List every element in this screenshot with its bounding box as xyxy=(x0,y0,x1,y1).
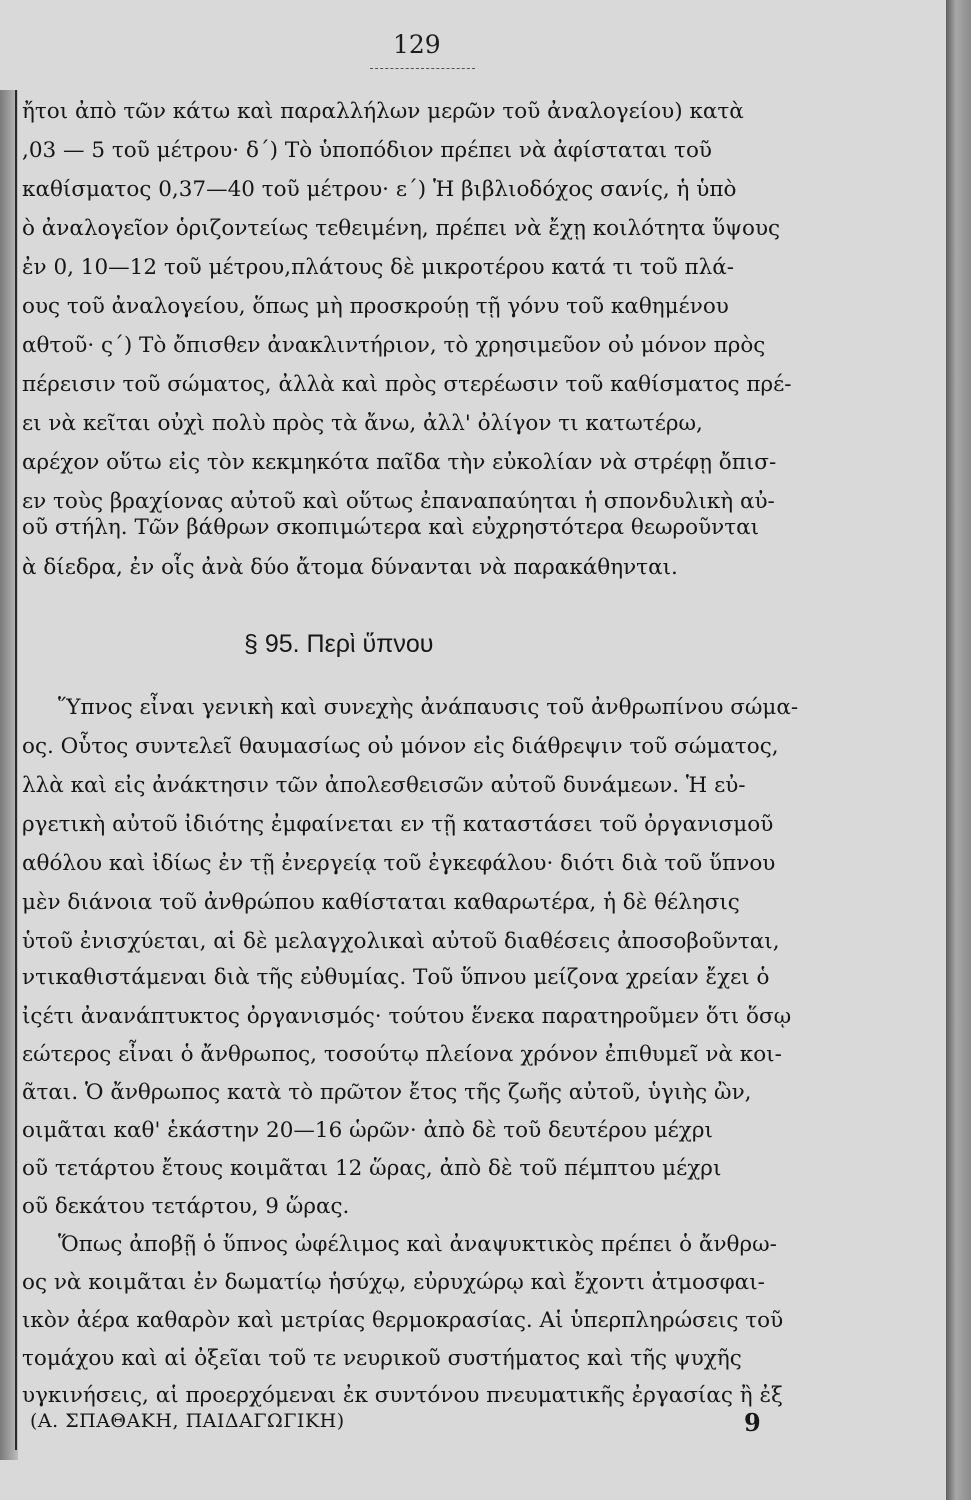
page-number-rule xyxy=(370,68,475,69)
text-line: πέρεισιν τοῦ σώματος, ἀλλὰ καὶ πρὸς στερέωσιν τοῦ καθίσματος πρέ- xyxy=(22,372,792,397)
text-line: οῦ στήλη. Τῶν βάθρων σκοπιμώτερα καὶ εὐχρηστότερα θεωροῦνται xyxy=(22,515,760,540)
text-line: οῦ δεκάτου τετάρτου, 9 ὥρας. xyxy=(22,1194,350,1219)
text-line: ργετικὴ αὐτοῦ ἰδιότης ἐμφαίνεται εν τῇ καταστάσει τοῦ ὀργανισμοῦ xyxy=(22,812,774,837)
footer-signature: (Α. ΣΠΑΘΑΚΗ, ΠΑΙΔΑΓΩΓΙΚΗ) xyxy=(30,1410,345,1432)
text-line: ος νὰ κοιμᾶται ἐν δωματίῳ ἡσύχῳ, εὐρυχώρῳ καὶ ἔχοντι ἀτμοσφαι- xyxy=(22,1270,765,1295)
text-line: ὑτοῦ ἐνισχύεται, αἱ δὲ μελαγχολικαὶ αὐτοῦ διαθέσεις ἀποσοβοῦνται, xyxy=(22,929,780,954)
text-line: αρέχον οὕτω εἰς τὸν κεκμηκότα παῖδα τὴν εὐκολίαν νὰ στρέφῃ ὄπισ- xyxy=(22,450,777,475)
text-line: Ὅπως ἀποβῇ ὁ ὕπνος ὠφέλιμος καὶ ἀναψυκτικὸς πρέπει ὁ ἄνθρω- xyxy=(58,1232,777,1257)
text-line: ᾶται. Ὁ ἄνθρωπος κατὰ τὸ πρῶτον ἔτος τῆς ζωῆς αὐτοῦ, ὑγιὴς ὢν, xyxy=(22,1080,752,1105)
page-number: 129 xyxy=(393,30,441,59)
text-line: καθίσματος 0,37—40 τοῦ μέτρου· ε΄) Ἡ βιβλιοδόχος σανίς, ἡ ὑπὸ xyxy=(22,177,737,202)
section-heading: § 95. Περὶ ὕπνου xyxy=(244,630,434,658)
text-line: εν τοὺς βραχίονας αὐτοῦ καὶ οὕτως ἐπαναπαύηται ἡ σπονδυλικὴ αὐ- xyxy=(22,489,775,514)
text-line: ἤτοι ἀπὸ τῶν κάτω καὶ παραλλήλων μερῶν τοῦ ἀναλογείου) κατὰ xyxy=(22,99,744,124)
text-line: ντικαθιστάμεναι διὰ τῆς εὐθυμίας. Τοῦ ὕπνου μείζονα χρείαν ἔχει ὁ xyxy=(22,965,770,990)
text-line: Ὕπνος εἶναι γενικὴ καὶ συνεχὴς ἀνάπαυσις τοῦ ἀνθρωπίνου σώμα- xyxy=(58,695,799,720)
text-line: τομάχου καὶ αἱ ὀξεῖαι τοῦ τε νευρικοῦ συστήματος καὶ τῆς ψυχῆς xyxy=(22,1346,742,1371)
text-line: ὸ ἀναλογεῖον ὁριζοντείως τεθειμένη, πρέπει νὰ ἔχῃ κοιλότητα ὕψους xyxy=(22,216,781,241)
text-line: μὲν διάνοια τοῦ ἀνθρώπου καθίσταται καθαρωτέρα, ἡ δὲ θέλησις xyxy=(22,890,740,915)
text-line: ικὸν ἀέρα καθαρὸν καὶ μετρίας θερμοκρασίας. Αἱ ὑπερπληρώσεις τοῦ xyxy=(22,1308,784,1333)
book-spine xyxy=(946,0,971,1500)
text-line: υγκινήσεις, αἱ προερχόμεναι ἐκ συντόνου πνευματικῆς ἐργασίας ἢ ἐξ xyxy=(22,1383,783,1408)
text-line: ὰ δίεδρα, ἐν οἷς ἀνὰ δύο ἄτομα δύνανται νὰ παρακάθηνται. xyxy=(22,555,678,580)
text-line: εώτερος εἶναι ὁ ἄνθρωπος, τοσούτῳ πλείονα χρόνον ἐπιθυμεῖ νὰ κοι- xyxy=(22,1042,782,1067)
signature-number: 9 xyxy=(744,1408,761,1437)
text-line: ος. Οὗτος συντελεῖ θαυμασίως οὐ μόνον εἰς διάθρεψιν τοῦ σώματος, xyxy=(22,734,779,759)
text-line: ει νὰ κεῖται οὐχὶ πολὺ πρὸς τὰ ἄνω, ἀλλ' ὀλίγον τι κατωτέρω, xyxy=(22,411,703,436)
text-line: ,03 — 5 τοῦ μέτρου· δ΄) Τὸ ὑποπόδιον πρέπει νὰ ἀφίσταται τοῦ xyxy=(22,138,712,163)
text-line: ἰςέτι ἀνανάπτυκτος ὀργανισμός· τούτου ἕνεκα παρατηροῦμεν ὅτι ὅσῳ xyxy=(22,1004,792,1029)
text-line: ους τοῦ ἀναλογείου, ὅπως μὴ προσκρούῃ τῇ γόνυ τοῦ καθημένου xyxy=(22,294,729,319)
gutter-edge xyxy=(15,90,17,1450)
text-line: οιμᾶται καθ' ἑκάστην 20—16 ὡρῶν· ἀπὸ δὲ τοῦ δευτέρου μέχρι xyxy=(22,1118,713,1143)
text-line: αθτοῦ· ς΄) Τὸ ὄπισθεν ἀνακλιντήριον, τὸ χρησιμεῦον οὐ μόνον πρὸς xyxy=(22,333,766,358)
text-line: ἐν 0, 10—12 τοῦ μέτρου,πλάτους δὲ μικροτέρου κατά τι τοῦ πλά- xyxy=(22,255,735,280)
text-line: αθόλου καὶ ἰδίως ἐν τῇ ἐνεργείᾳ τοῦ ἐγκεφάλου· διότι διὰ τοῦ ὕπνου xyxy=(22,851,776,876)
text-line: οῦ τετάρτου ἔτους κοιμᾶται 12 ὥρας, ἀπὸ δὲ τοῦ πέμπτου μέχρι xyxy=(22,1156,722,1181)
text-line: λλὰ καὶ εἰς ἀνάκτησιν τῶν ἀπολεσθεισῶν αὐτοῦ δυνάμεων. Ἡ εὐ- xyxy=(22,773,746,798)
